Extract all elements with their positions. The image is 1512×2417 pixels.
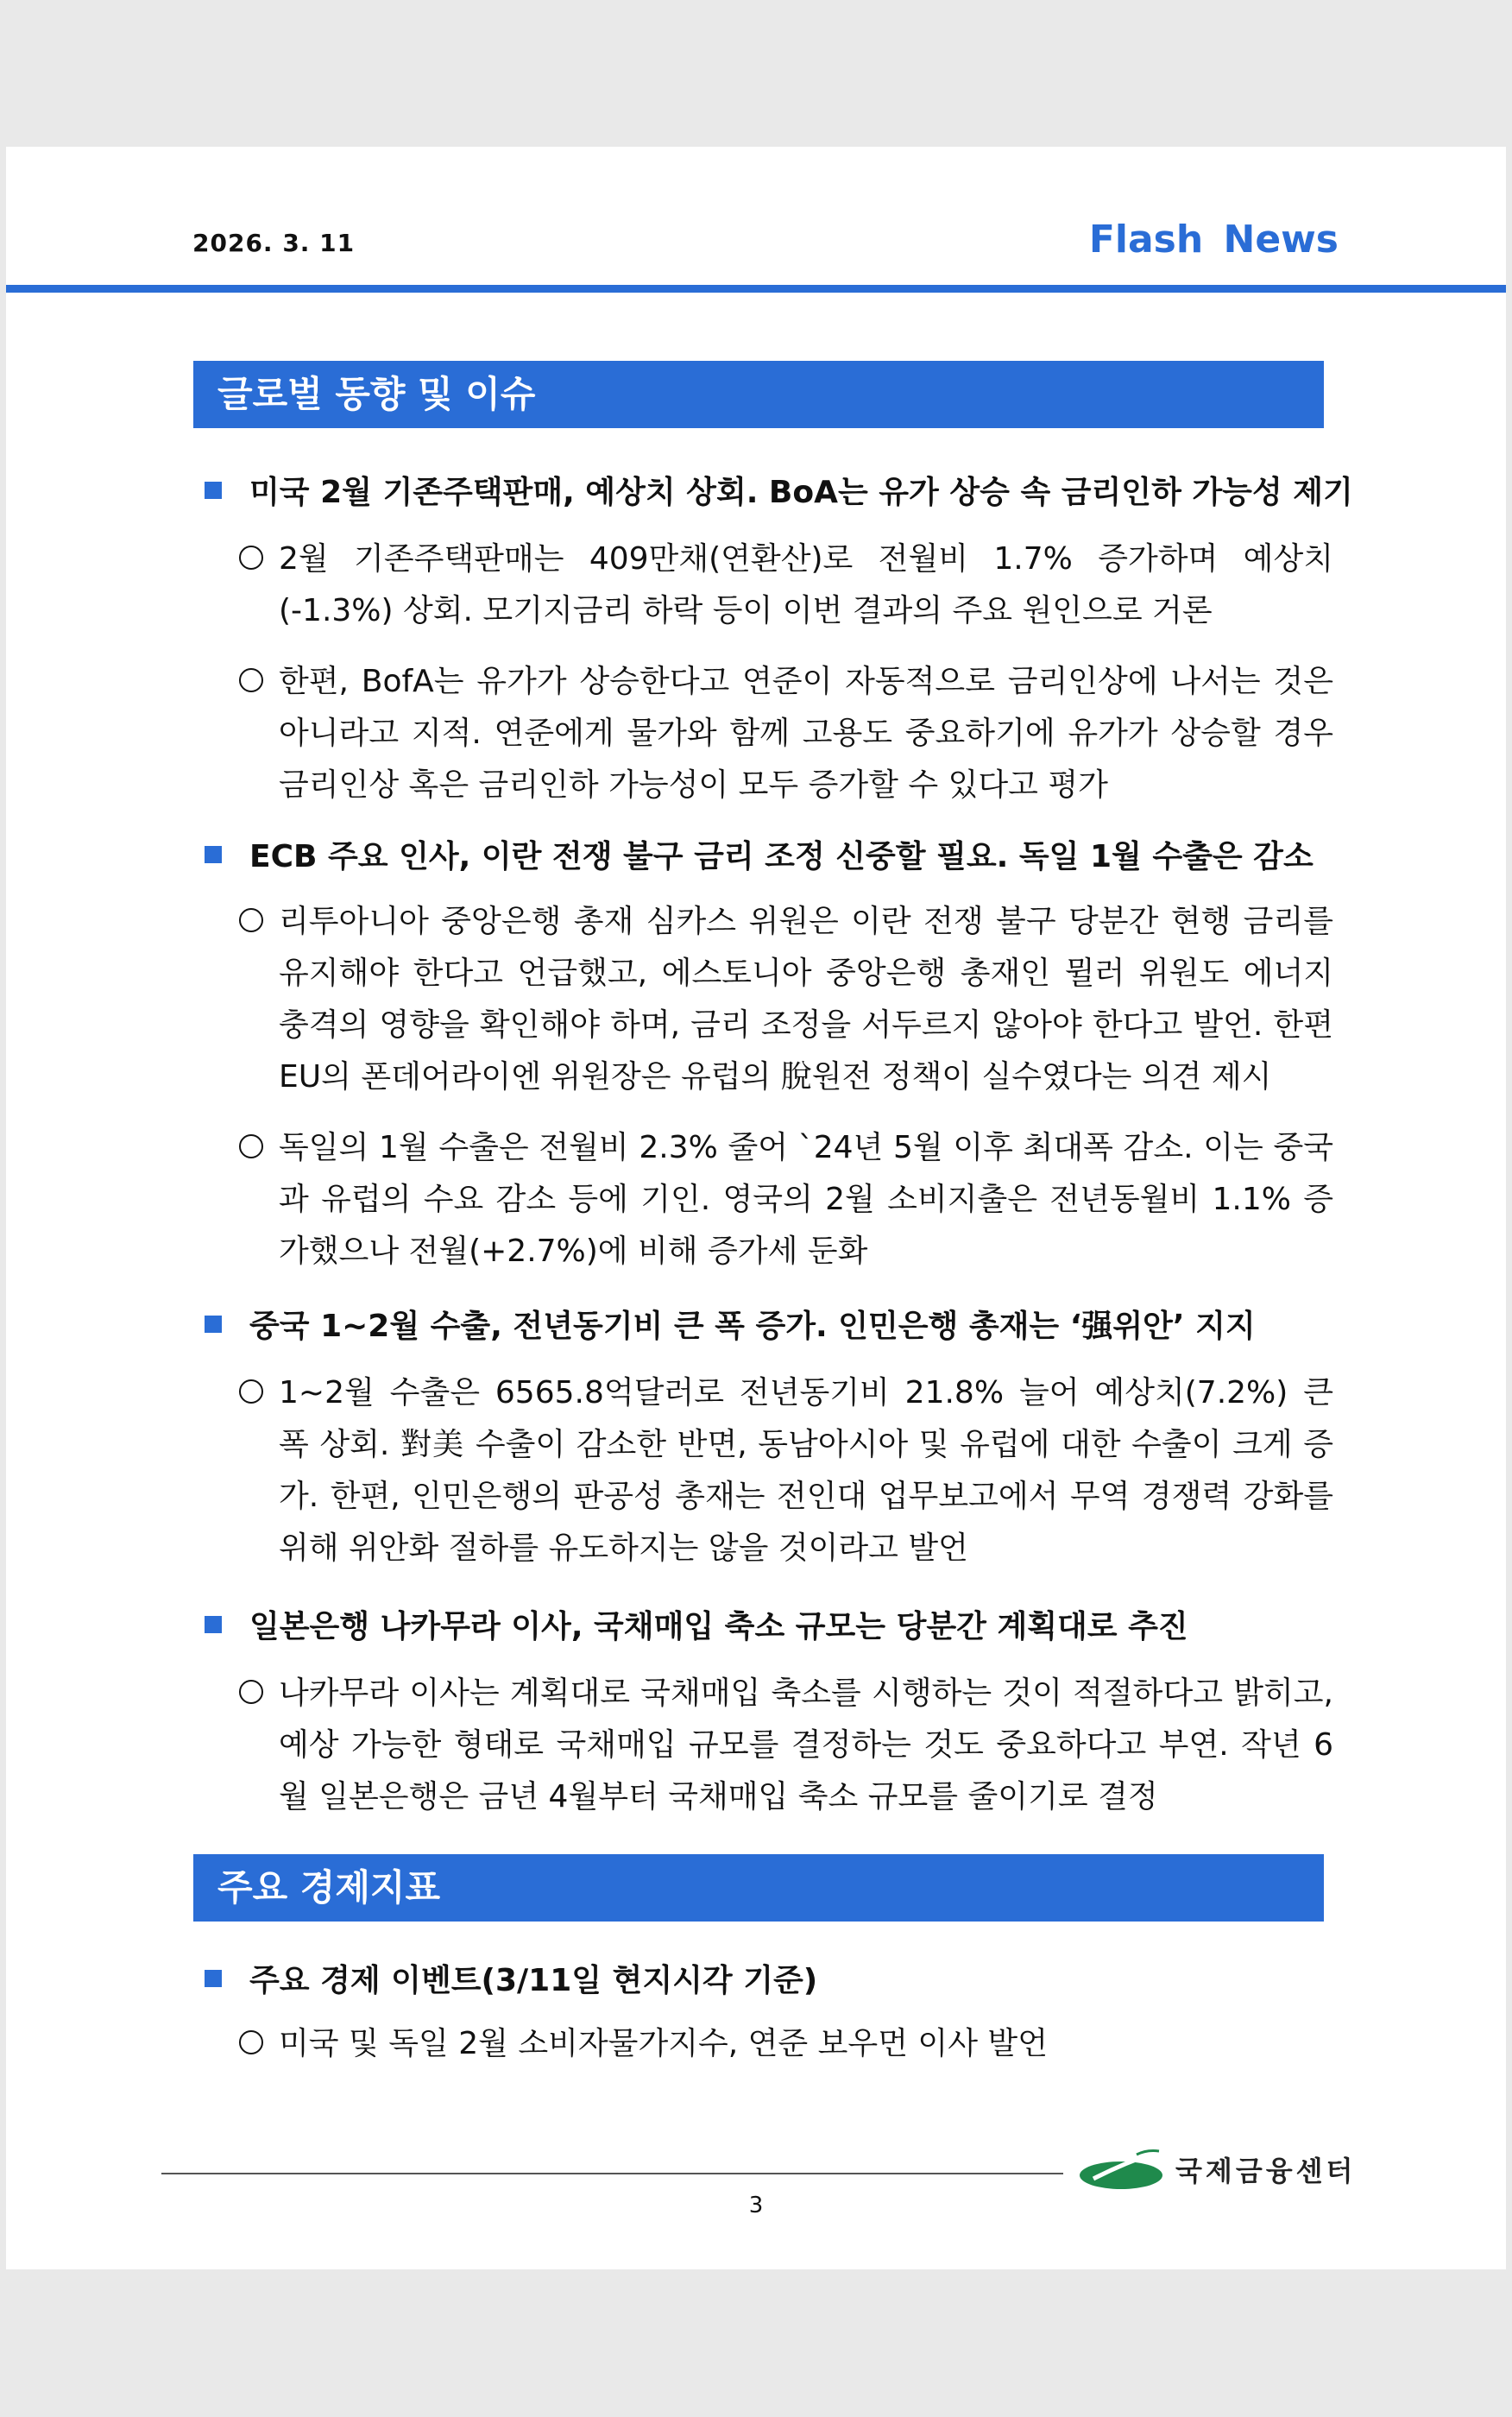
circle-bullet-icon bbox=[239, 1680, 263, 1704]
square-bullet-icon bbox=[205, 1616, 222, 1633]
square-bullet-icon bbox=[205, 1970, 222, 1987]
item-paragraph: 나카무라 이사는 계획대로 국채매입 축소를 시행하는 것이 적절하다고 밝히고, 예상 가능한 형태로 국채매입 규모를 결정하는 것도 중요하다고 부연. 작년 6월 일본은행은 금년 4월부터 국채매입 축소 규모를 줄이기로 결정 bbox=[239, 1668, 1333, 1823]
item-paragraph: 미국 및 독일 2월 소비자물가지수, 연준 보우먼 이사 발언 bbox=[239, 2018, 1333, 2070]
item-heading: 주요 경제 이벤트(3/11일 현지시각 기준) bbox=[205, 1956, 1351, 2000]
circle-bullet-icon bbox=[239, 546, 263, 570]
item-paragraph: 리투아니아 중앙은행 총재 심카스 위원은 이란 전쟁 불구 당분간 현행 금리를 유지해야 한다고 언급했고, 에스토니아 중앙은행 총재인 뮐러 위원도 에너지 충격의 영향을 확인해야 하며, 금리 조정을 서두르지 않아야 한다고 발언. 한편 EU의 폰데어라이엔 위원장은 유럽의 脫원전 정책이 실수였다는 의견 제시 bbox=[239, 896, 1333, 1103]
item-heading: 중국 1~2월 수출, 전년동기비 큰 폭 증가. 인민은행 총재는 ‘强위안’ 지지 bbox=[205, 1302, 1351, 1346]
circle-bullet-icon bbox=[239, 668, 263, 692]
circle-bullet-icon bbox=[239, 1134, 263, 1158]
item-heading: 일본은행 나카무라 이사, 국채매입 축소 규모는 당분간 계획대로 추진 bbox=[205, 1602, 1351, 1646]
brand-title: Flash News bbox=[1088, 218, 1339, 262]
square-bullet-icon bbox=[205, 1316, 222, 1333]
center-logo-icon bbox=[1076, 2148, 1171, 2193]
circle-bullet-icon bbox=[239, 908, 263, 932]
item-paragraph: 독일의 1월 수출은 전월비 2.3% 줄어 `24년 5월 이후 최대폭 감소. 이는 중국과 유럽의 수요 감소 등에 기인. 영국의 2월 소비지출은 전년동월비 1.1% 증가했으나 전월(+2.7%)에 비해 증가세 둔화 bbox=[239, 1122, 1333, 1278]
item-paragraph: 1~2월 수출은 6565.8억달러로 전년동기비 21.8% 늘어 예상치(7.2%) 큰 폭 상회. 對美 수출이 감소한 반면, 동남아시아 및 유럽에 대한 수출이 크게 증가. 한편, 인민은행의 판공성 총재는 전인대 업무보고에서 무역 경쟁력 강화를 위해 위안화 절하를 유도하지는 않을 것이라고 발언 bbox=[239, 1367, 1333, 1575]
section-title-global: 글로벌 동향 및 이슈 bbox=[193, 361, 1324, 428]
circle-bullet-icon bbox=[239, 2030, 263, 2054]
org-name: 국제금융센터 bbox=[1175, 2155, 1357, 2187]
square-bullet-icon bbox=[205, 482, 222, 499]
header-rule bbox=[6, 285, 1506, 293]
report-date: 2026. 3. 11 bbox=[192, 229, 356, 257]
square-bullet-icon bbox=[205, 846, 222, 863]
footer-rule bbox=[161, 2173, 1063, 2174]
item-heading: ECB 주요 인사, 이란 전쟁 불구 금리 조정 신중할 필요. 독일 1월 수출은 감소 bbox=[205, 832, 1351, 876]
document-page bbox=[6, 147, 1506, 2269]
item-heading: 미국 2월 기존주택판매, 예상치 상회. BoA는 유가 상승 속 금리인하 가능성 제기 bbox=[205, 468, 1351, 512]
item-paragraph: 2월 기존주택판매는 409만채(연환산)로 전월비 1.7% 증가하며 예상치(-1.3%) 상회. 모기지금리 하락 등이 이번 결과의 주요 원인으로 거론 bbox=[239, 533, 1333, 637]
page-number: 3 bbox=[748, 2193, 764, 2218]
circle-bullet-icon bbox=[239, 1379, 263, 1404]
item-paragraph: 한편, BofA는 유가가 상승한다고 연준이 자동적으로 금리인상에 나서는 것은 아니라고 지적. 연준에게 물가와 함께 고용도 중요하기에 유가가 상승할 경우 금리인상 혹은 금리인하 가능성이 모두 증가할 수 있다고 평가 bbox=[239, 656, 1333, 811]
section-title-indicators: 주요 경제지표 bbox=[193, 1854, 1324, 1922]
